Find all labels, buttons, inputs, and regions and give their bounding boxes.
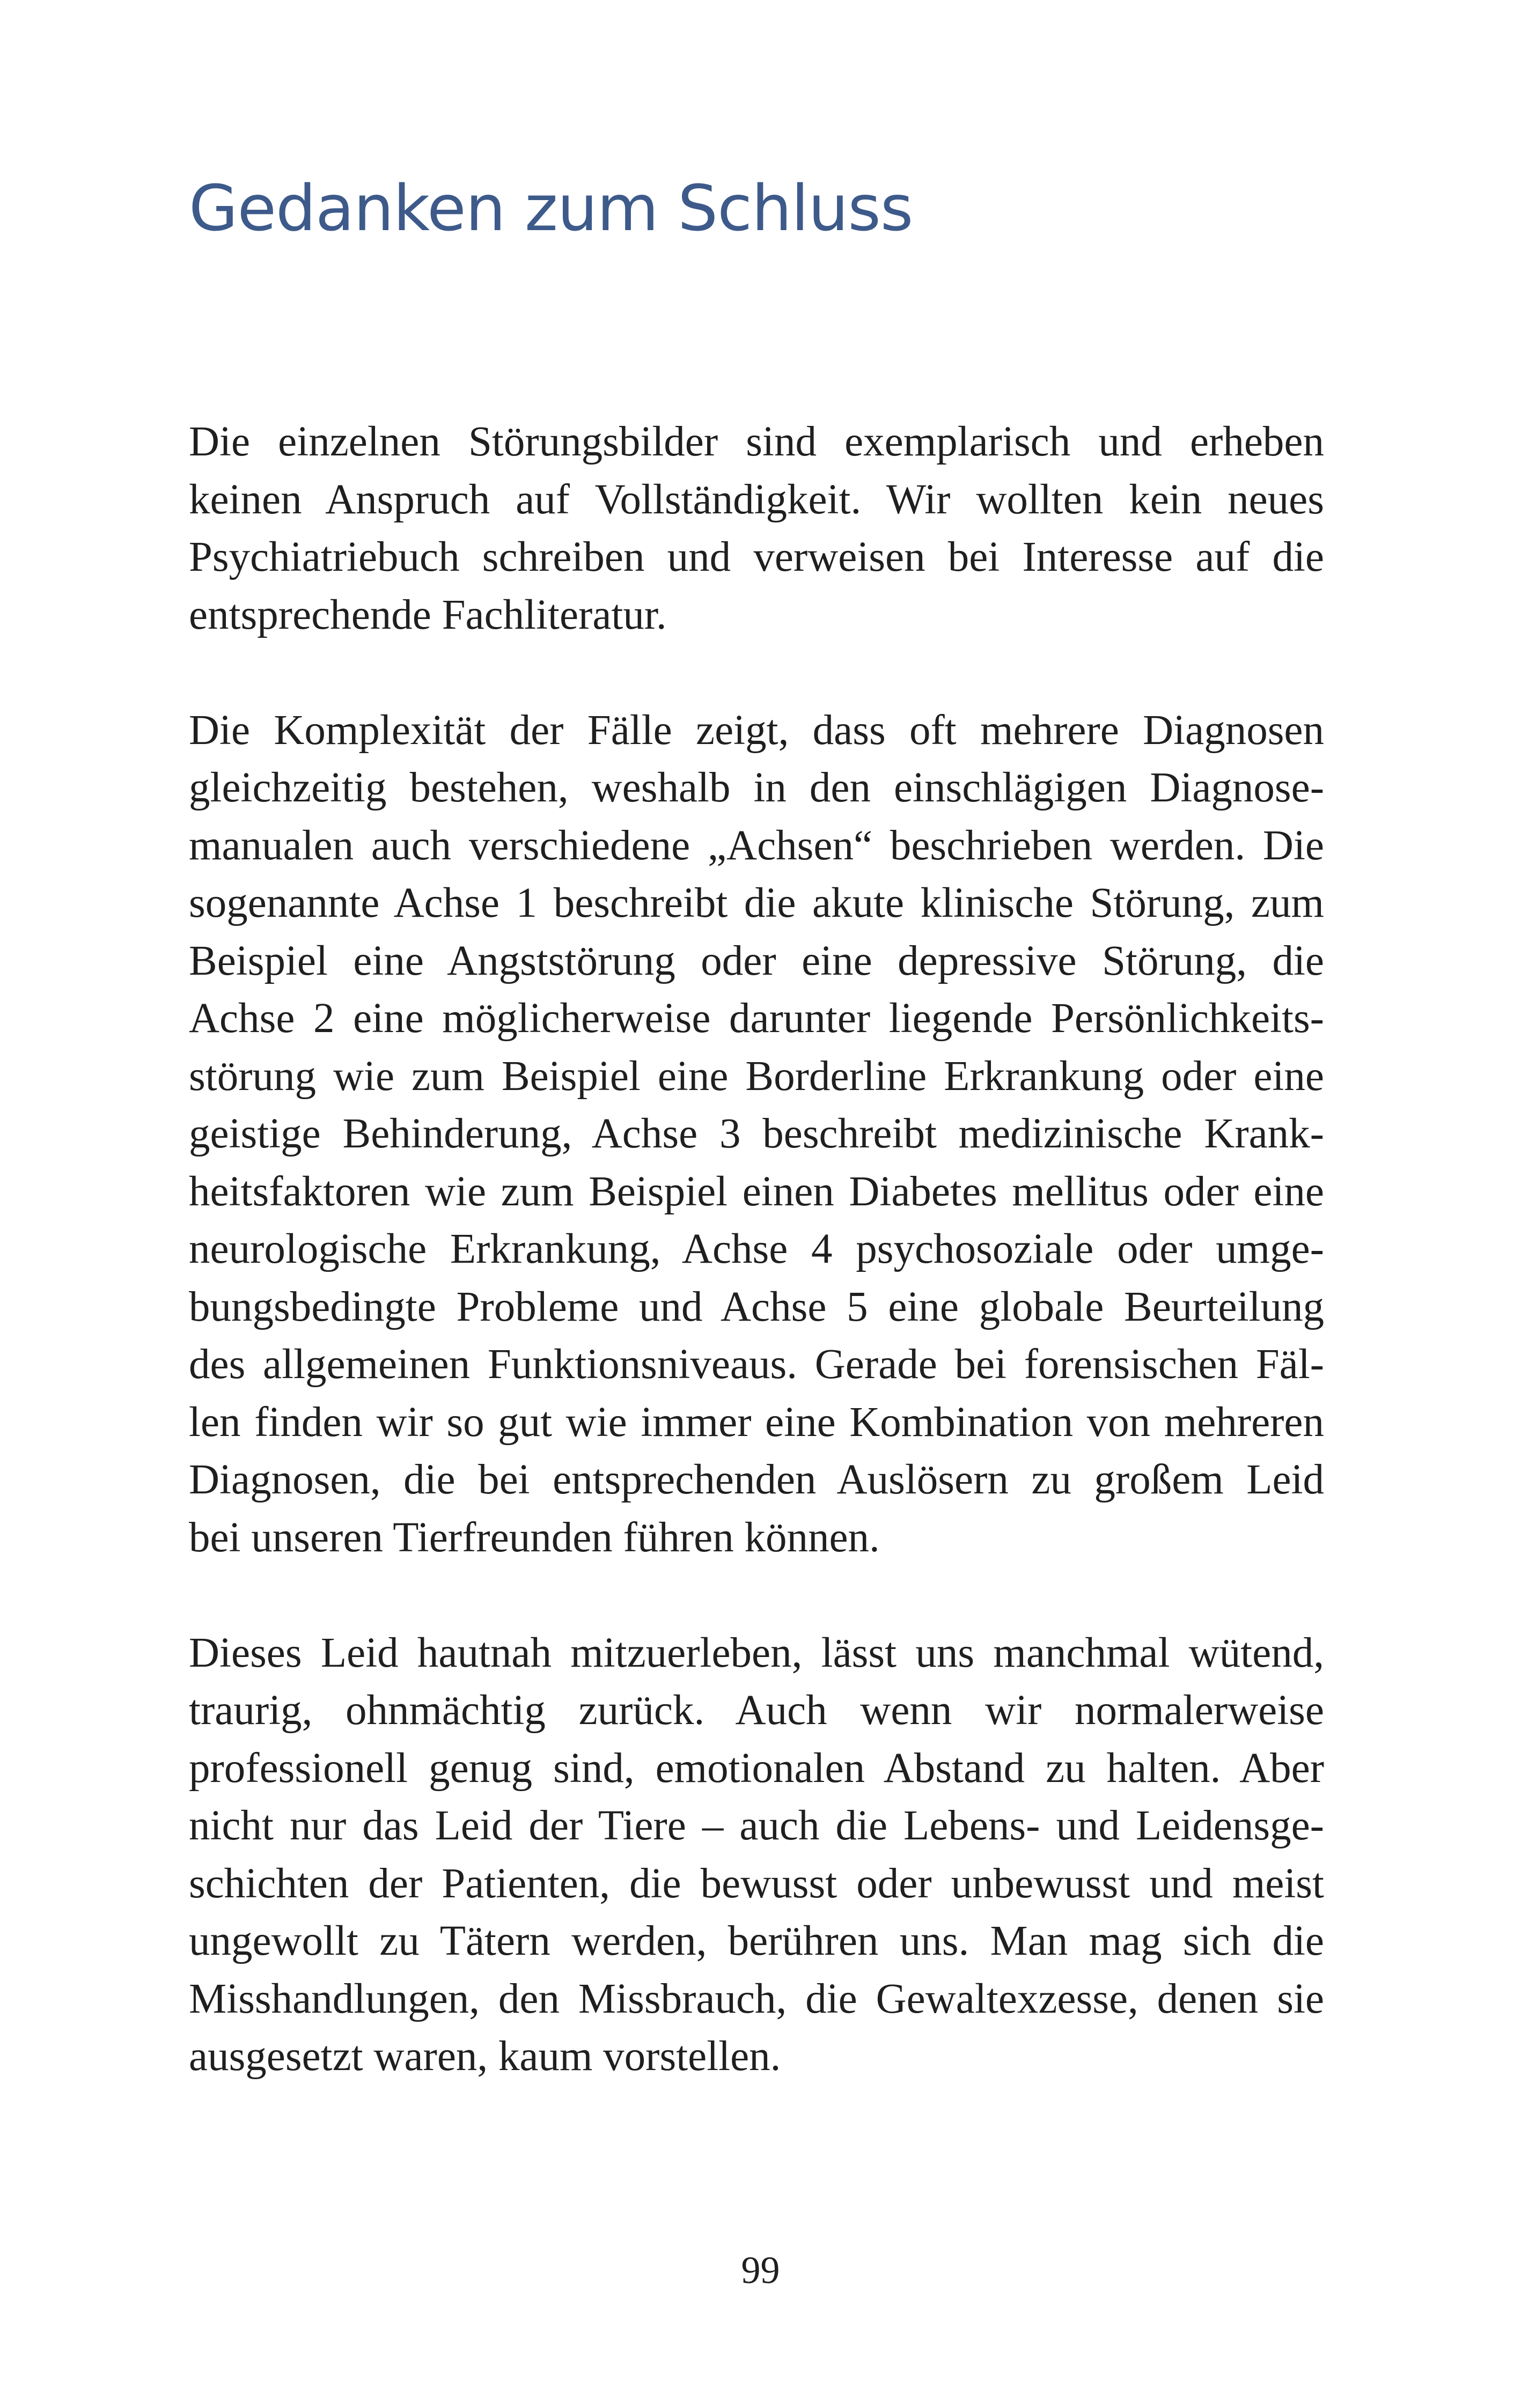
text-line: heitsfaktoren wie zum Beispiel einen Diabetes mellitus oder eine — [189, 1168, 1324, 1215]
text-line: Die Komplexität der Fälle zeigt, dass oft mehrere Diagnosen — [189, 706, 1324, 754]
text-line: ausgesetzt waren, kaum vorstellen. — [189, 2033, 781, 2080]
text-line: Achse 2 eine möglicherweise darunter liegende Persönlichkeits- — [189, 995, 1324, 1042]
text-line: nicht nur das Leid der Tiere – auch die Lebens- und Leidensge- — [189, 1802, 1324, 1849]
chapter-body — [189, 413, 1324, 2086]
text-line: Misshandlungen, den Missbrauch, die Gewaltexzesse, denen sie — [189, 1975, 1324, 2022]
text-line: schichten der Patienten, die bewusst oder unbewusst und meist — [189, 1860, 1324, 1907]
text-line: bei unseren Tierfreunden führen können. — [189, 1514, 880, 1561]
text-line: gleichzeitig bestehen, weshalb in den einschlägigen Diagnose- — [189, 764, 1324, 811]
text-line: Diagnosen, die bei entsprechenden Auslösern zu großem Leid — [189, 1456, 1324, 1503]
text-line: neurologische Erkrankung, Achse 4 psychosoziale oder umge- — [189, 1226, 1324, 1272]
paragraph-2 — [189, 702, 1324, 1567]
paragraph-gap — [189, 1566, 1324, 1624]
text-line: bungsbedingte Probleme und Achse 5 eine globale Beurteilung — [189, 1283, 1324, 1330]
paragraph-gap — [189, 644, 1324, 702]
text-line: Psychiatriebuch schreiben und verweisen bei Interesse auf die — [189, 534, 1324, 580]
text-line: störung wie zum Beispiel eine Borderline Erkrankung oder eine — [189, 1052, 1324, 1100]
text-line: Die einzelnen Störungsbilder sind exemplarisch und erheben — [189, 418, 1324, 465]
page-number: 99 — [741, 2249, 780, 2292]
paragraph-1 — [189, 413, 1324, 644]
text-line: manualen auch verschiedene „Achsen“ beschrieben werden. Die — [189, 822, 1324, 869]
text-line: professionell genug sind, emotionalen Abstand zu halten. Aber — [189, 1744, 1324, 1792]
text-line: Dieses Leid hautnah mitzuerleben, lässt uns manchmal wütend, — [189, 1629, 1324, 1676]
text-line: traurig, ohnmächtig zurück. Auch wenn wir normalerweise — [189, 1687, 1324, 1734]
text-line: keinen Anspruch auf Vollständigkeit. Wir wollten kein neues — [189, 476, 1324, 523]
text-line: sogenannte Achse 1 beschreibt die akute klinische Störung, zum — [189, 880, 1324, 926]
paragraph-3 — [189, 1624, 1324, 2086]
text-line: entsprechende Fachliteratur. — [189, 591, 667, 638]
text-line: geistige Behinderung, Achse 3 beschreibt medizinische Krank- — [189, 1110, 1324, 1157]
text-line: des allgemeinen Funktionsniveaus. Gerade bei forensischen Fäl- — [189, 1341, 1324, 1388]
chapter-title: Gedanken zum Schluss — [189, 171, 913, 245]
text-line: Beispiel eine Angststörung oder eine depressive Störung, die — [189, 937, 1324, 984]
text-line: len finden wir so gut wie immer eine Kombination von mehreren — [189, 1398, 1324, 1446]
text-line: ungewollt zu Tätern werden, berühren uns. Man mag sich die — [189, 1918, 1324, 1964]
